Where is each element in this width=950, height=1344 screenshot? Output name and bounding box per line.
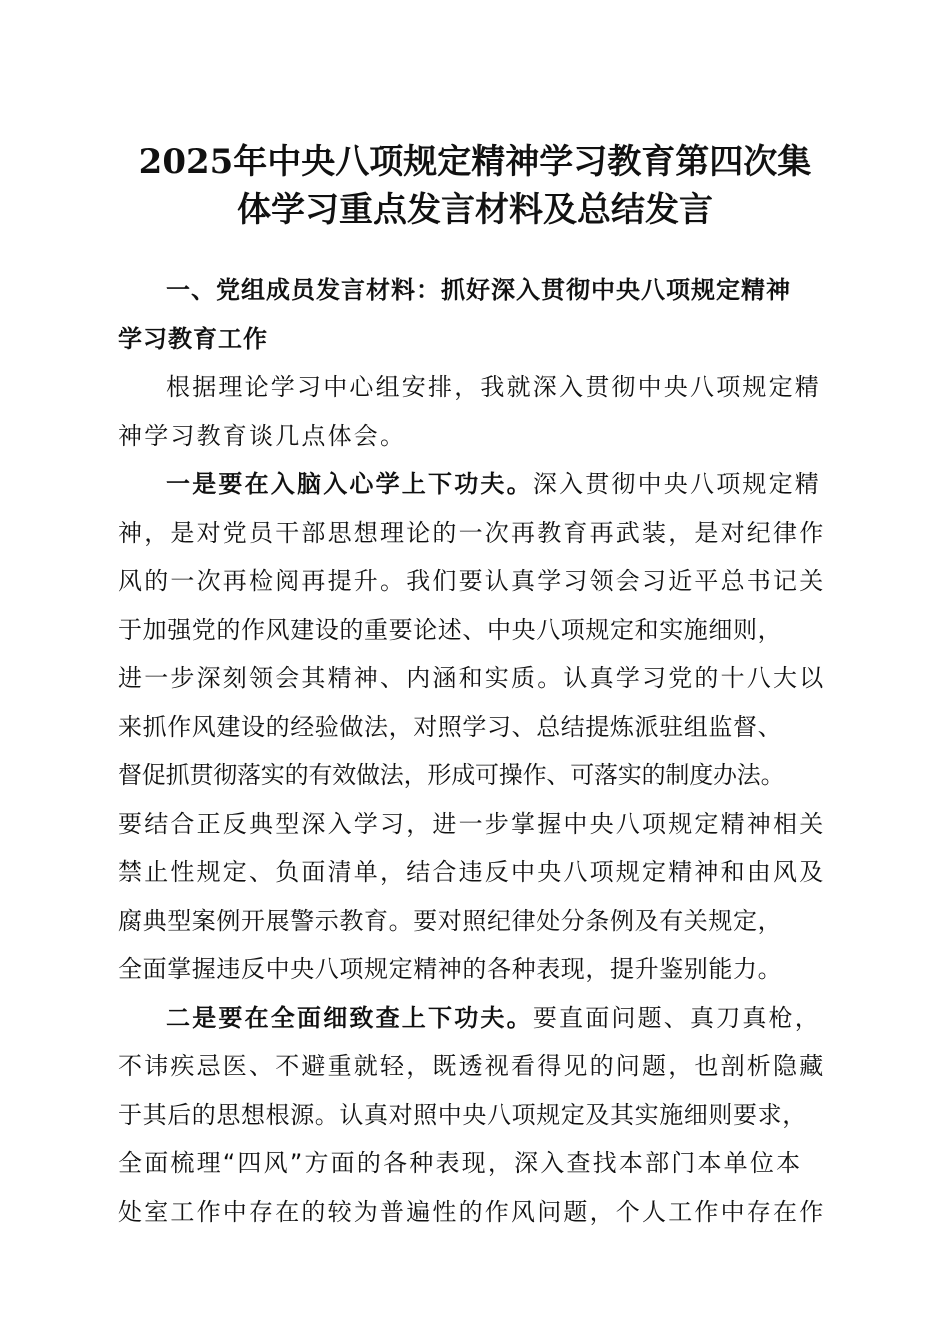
point-1-line: 于加强党的作风建设的重要论述、中央八项规定和实施细则，: [118, 615, 783, 644]
document-body: [118, 266, 838, 1236]
intro-paragraph: [118, 363, 838, 460]
point-1-line: 来抓作风建设的经验做法，对照学习、总结提炼派驻组监督、: [118, 712, 783, 741]
intro-line-1: 根据理论学习中心组安排，我就深入贯彻中央八项规定精: [166, 373, 821, 401]
point-2-line: 不讳疾忌医、不避重就轻，既透视看得见的问题，也剖析隐藏: [118, 1052, 826, 1080]
point-1-lead: 一是要在入脑入心学上下功夫。: [166, 470, 533, 498]
point-2-lead: 二是要在全面细致查上下功夫。: [166, 1003, 533, 1032]
point-1-first-line: [118, 460, 838, 509]
point-2-first-line: [118, 994, 838, 1043]
section-1-heading-line-2: 学习教育工作: [118, 324, 268, 353]
point-1-line: 督促抓贯彻落实的有效做法，形成可操作、可落实的制度办法。: [118, 761, 785, 789]
document-title: [100, 138, 850, 234]
point-1-line: 神，是对党员干部思想理论的一次再教育再武装，是对纪律作: [118, 518, 826, 547]
point-1-line: 进一步深刻领会其精神、内涵和实质。认真学习党的十八大以: [118, 664, 826, 692]
section-1-heading-line-1: 一、党组成员发言材料：抓好深入贯彻中央八项规定精神: [166, 276, 791, 304]
point-2-first-line-rest: 要直面问题、真刀真枪，: [532, 1003, 822, 1032]
point-2-line: 于其后的思想根源。认真对照中央八项规定及其实施细则要求，: [118, 1100, 807, 1129]
point-1-first-line-rest: 深入贯彻中央八项规定精: [532, 470, 822, 498]
section-1-heading: [118, 266, 838, 363]
point-1-paragraph: [118, 460, 838, 994]
point-2-paragraph: [118, 994, 838, 1237]
title-line-1: 2025年中央八项规定精神学习教育第四次集: [138, 142, 812, 182]
point-1-line: 要结合正反典型深入学习，进一步掌握中央八项规定精神相关: [118, 809, 826, 838]
title-line-2: 体学习重点发言材料及总结发言: [237, 190, 713, 230]
point-2-line: 全面梳理“四风”方面的各种表现，深入查找本部门本单位本: [118, 1149, 803, 1177]
intro-line-2: 神学习教育谈几点体会。: [118, 421, 407, 450]
point-1-line: 禁止性规定、负面清单，结合违反中央八项规定精神和由风及: [118, 858, 826, 886]
point-1-line: 全面掌握违反中央八项规定精神的各种表现，提升鉴别能力。: [118, 955, 783, 983]
point-2-line: 处室工作中存在的较为普遍性的作风问题，个人工作中存在作: [118, 1197, 826, 1226]
point-1-line: 风的一次再检阅再提升。我们要认真学习领会习近平总书记关: [118, 567, 826, 595]
point-1-line: 腐典型案例开展警示教育。要对照纪律处分条例及有关规定，: [118, 906, 783, 935]
